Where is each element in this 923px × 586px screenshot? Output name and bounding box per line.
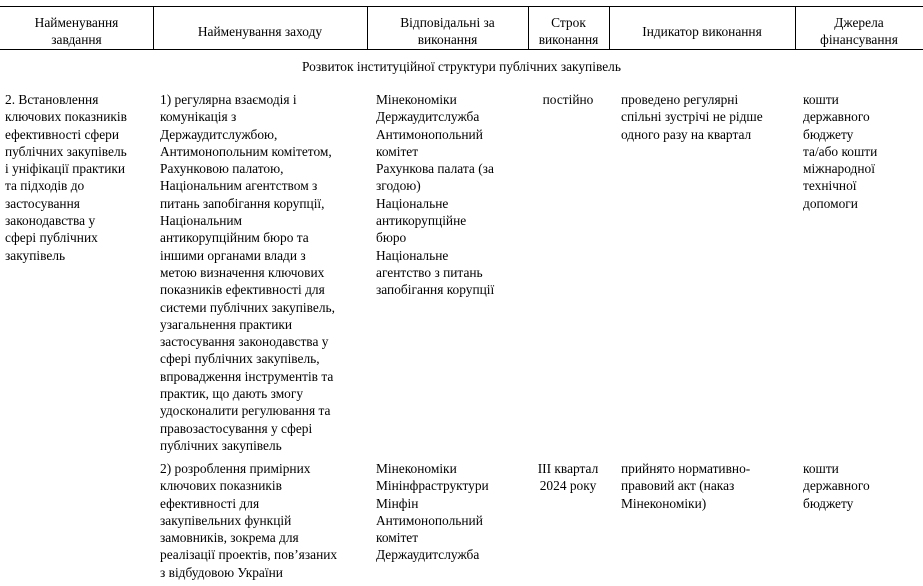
row-1-responsible: Мінекономіки Держаудитслужба Антимонопольний комітет Рахункова палата (за згодою) Національне антикорупційне бюро Національне агентство з питань запобігання корупції [376,92,495,298]
row-1-term: постійно [542,92,594,107]
header-measure: Найменування заходу [197,24,323,39]
task-text: 2. Встановлення ключових показників ефективності сфери публічних закупівель і уніфікації практики та підходів до застосування законодавства у сфері публічних закупівель [5,92,127,263]
header-responsible: Відповідальні за виконання [400,15,495,47]
row-1-indicator: проведено регулярні спільні зустрічі не рідше одного разу на квартал [621,92,763,142]
header-task: Найменування завдання [34,15,119,47]
row-2-term: ІІІ квартал 2024 року [537,461,599,494]
section-title: Розвиток інституційної структури публічних закупівель [302,59,621,74]
row-2-responsible: Мінекономіки Мінінфраструктури Мінфін Антимонопольний комітет Держаудитслужба [376,461,489,563]
header-funding: Джерела фінансування [820,15,898,47]
header-term: Строк виконання [538,15,599,47]
row-1-funding: кошти державного бюджету та/або кошти міжнародної технічної допомоги [803,92,878,211]
row-2-measure: 2) розроблення примірних ключових показників ефективності для закупівельних функцій замовників, зокрема для реалізації проектів, пов’язаних з відбудовою України [160,461,338,580]
row-1-measure: 1) регулярна взаємодія і комунікація з Держаудитслужбою, Антимонопольним комітетом, Рахунковою палатою, Національним агентством з питань запобігання корупції, Національним антикорупційним бюро та іншими органами влади з метою визначення ключових показників ефективності для системи публічних закупівель, узагальнення практики застосування законодавства у сфері публічних закупівель, впровадження інструментів та практик, що дають змогу удосконалити регулювання та правозастосування у сфері публічних закупівель [160,92,335,453]
header-bottom-border [0,49,923,50]
row-2-indicator: прийнято нормативно- правовий акт (наказ Мінекономіки) [621,461,751,511]
header-indicator: Індикатор виконання [642,24,762,39]
header-top-border [0,6,923,7]
row-2-funding: кошти державного бюджету [803,461,870,511]
